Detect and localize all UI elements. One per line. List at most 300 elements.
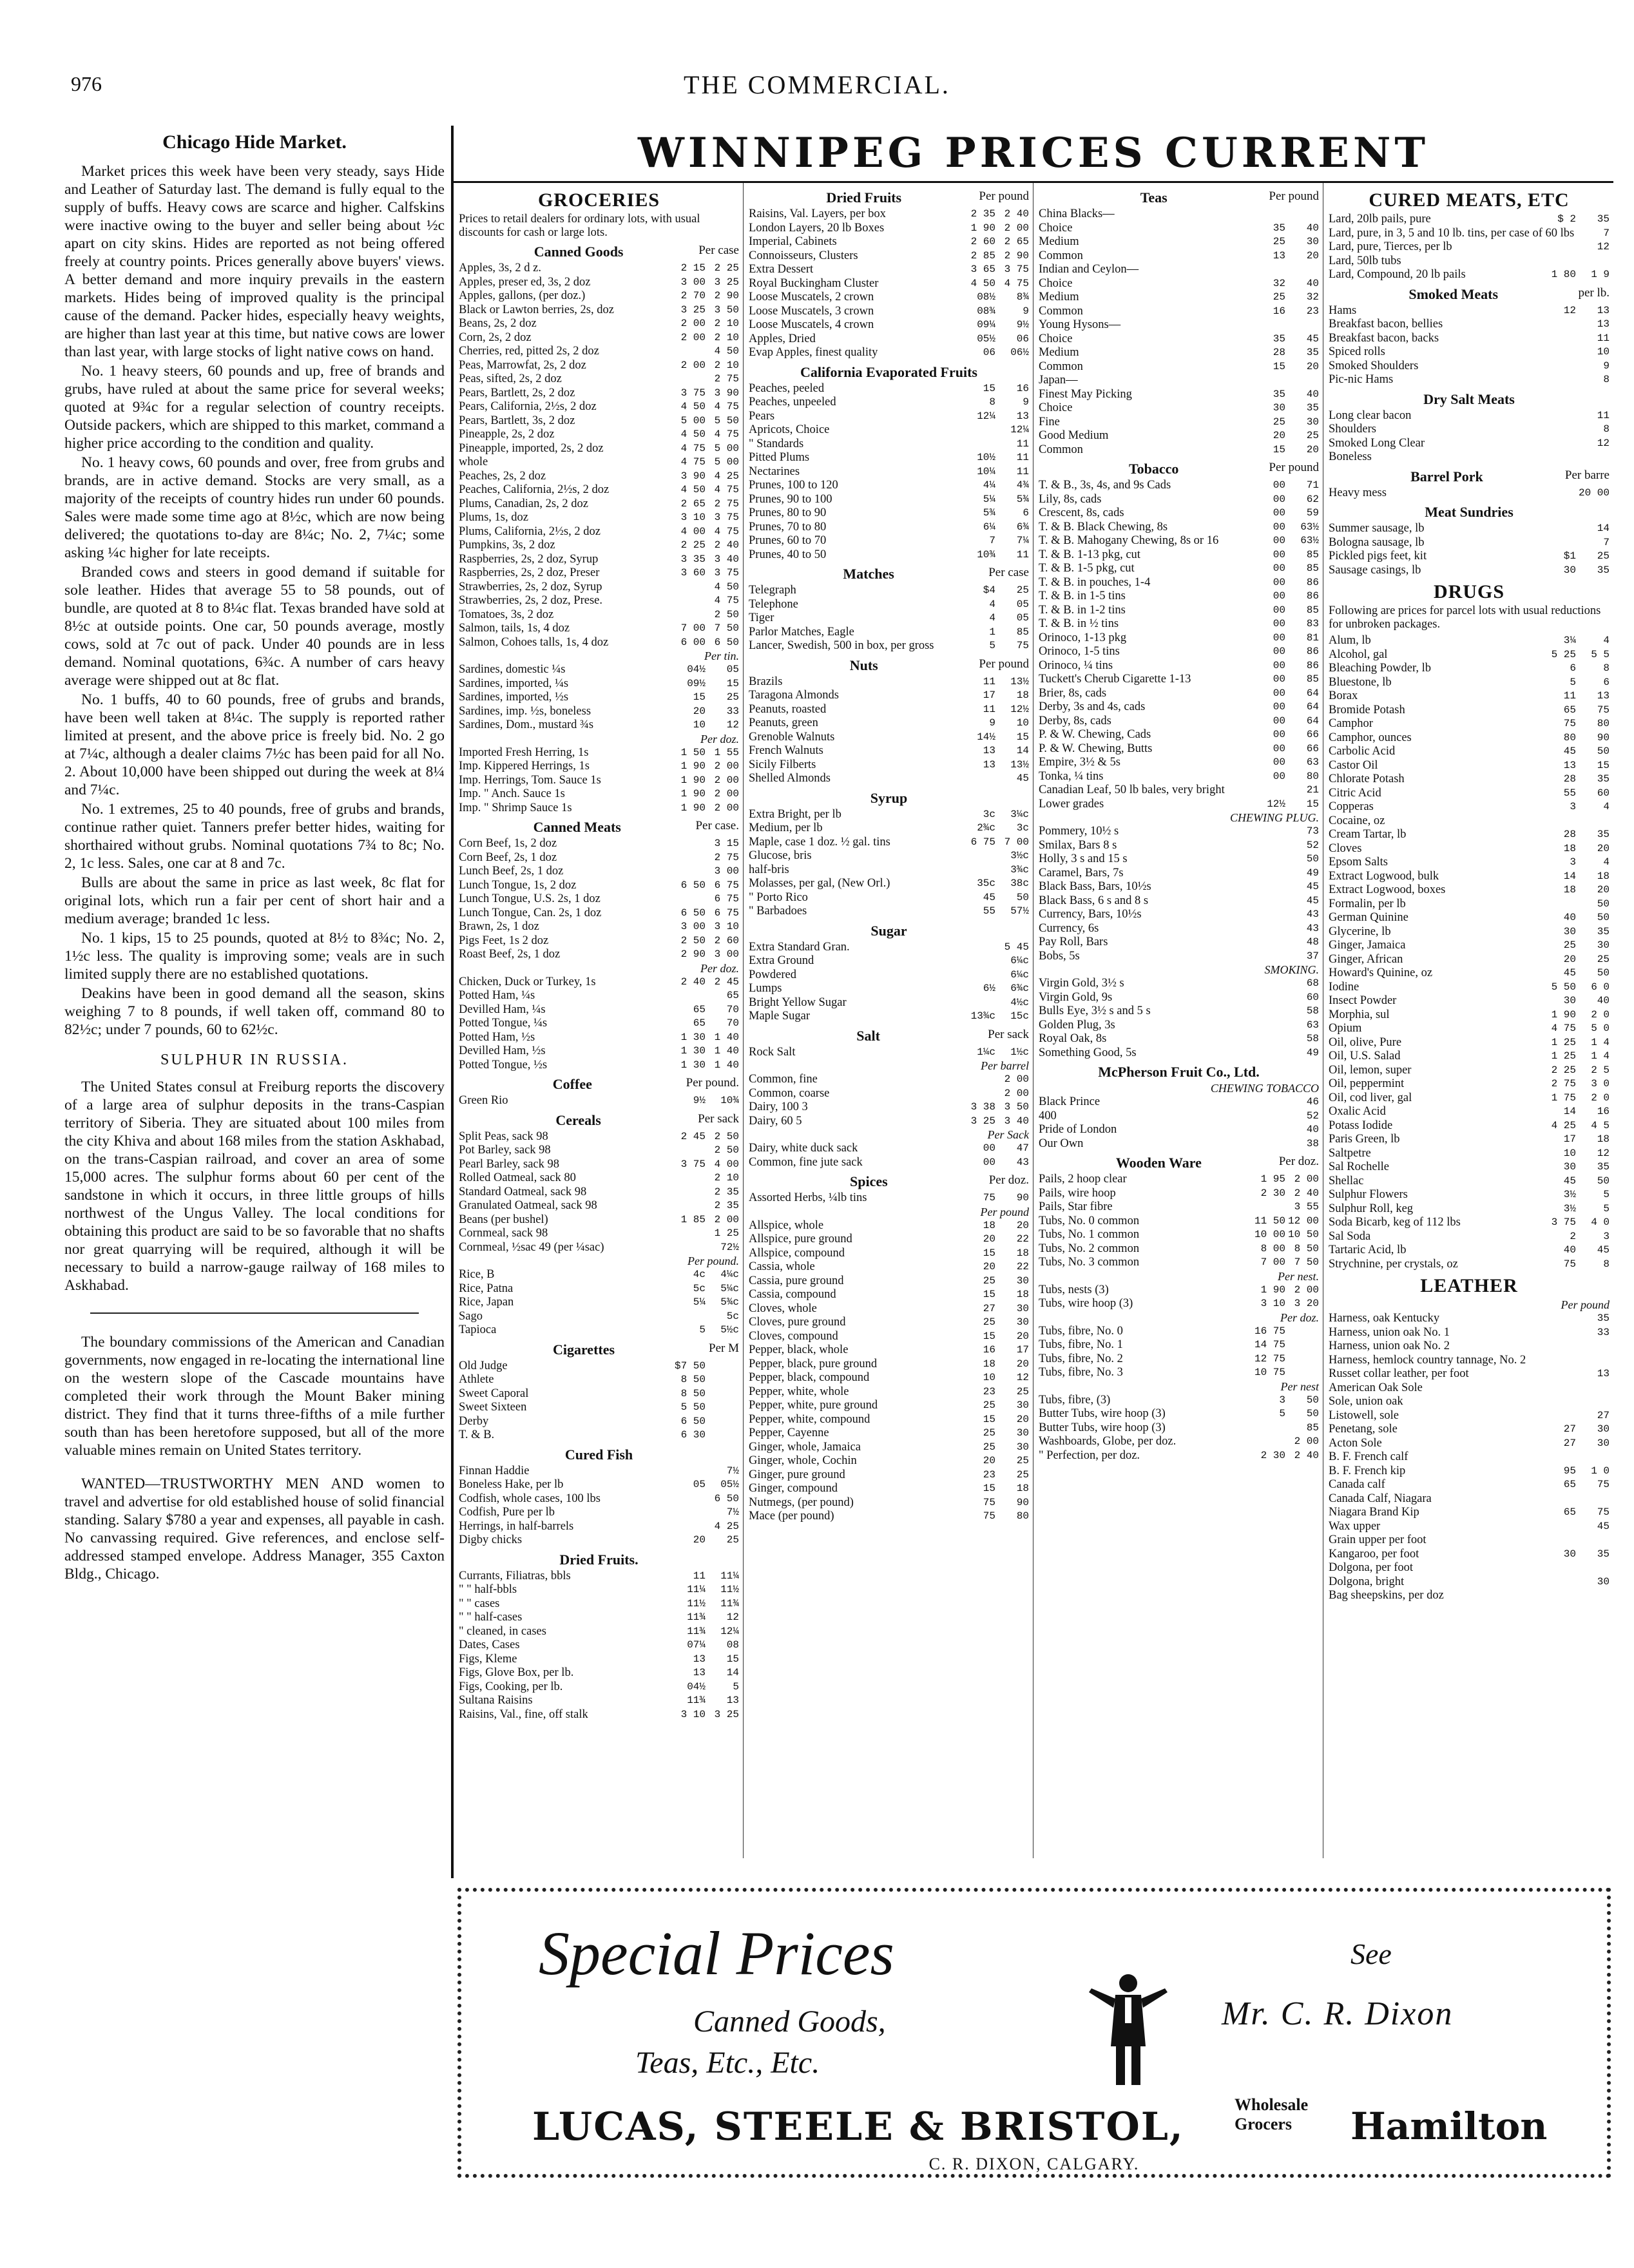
item-name: Listowell, sole	[1329, 1408, 1399, 1422]
section-note: Following are prices for parcel lots with usual reductions for unbroken packages.	[1329, 604, 1601, 631]
price-row	[1329, 437, 1610, 451]
price-row	[1039, 222, 1319, 236]
price-low: 1 30	[680, 1045, 706, 1057]
price-low: 2 30	[1260, 1449, 1285, 1461]
price-high: 3 90	[714, 387, 739, 399]
item-name: Pineapple, imported, 2s, 2 doz	[459, 441, 604, 455]
item-name: Cassia, pure ground	[749, 1274, 844, 1287]
price-high: 50	[1306, 853, 1319, 865]
item-name: Smilax, Bars 8 s	[1039, 838, 1117, 852]
price-low: 3½	[1563, 1189, 1576, 1200]
item-name: Grain upper per foot	[1329, 1533, 1427, 1546]
item-name: Corn Beef, 2s, 1 doz	[459, 850, 557, 864]
item-name: Lard, Compound, 20 lb pails	[1329, 268, 1466, 281]
price-low: 3 35	[680, 553, 706, 565]
price-row	[1329, 981, 1610, 995]
price-row	[459, 746, 739, 760]
price-low: 75	[983, 1510, 995, 1522]
section-heading	[749, 1173, 1029, 1190]
price-low: 2 40	[680, 975, 706, 988]
price-row	[459, 442, 739, 456]
page-header	[0, 0, 1634, 110]
ad-grocers: Grocers	[1235, 2115, 1293, 2133]
price-high: 20	[1016, 1219, 1029, 1231]
item-name: Cornmeal, ½sac 49 (per ¼sac)	[459, 1240, 604, 1254]
hide-market-article	[64, 162, 445, 1039]
item-name: Tubs, No. 1 common	[1039, 1228, 1140, 1241]
price-row	[1039, 839, 1319, 853]
item-name: Tubs, fibre, No. 2	[1039, 1352, 1123, 1365]
price-row	[749, 305, 1029, 319]
price-high: 58	[1306, 1033, 1319, 1044]
price-row	[749, 1413, 1029, 1427]
price-high: 2 00	[1294, 1436, 1319, 1447]
item-name: Pears	[749, 409, 775, 423]
price-row	[459, 705, 739, 719]
price-row	[459, 1241, 739, 1255]
price-low	[1543, 814, 1576, 829]
price-low	[962, 423, 995, 437]
price-low	[1543, 486, 1576, 501]
price-row	[1039, 346, 1319, 360]
price-row	[749, 1219, 1029, 1233]
item-name: Royal Buckingham Cluster	[749, 276, 879, 290]
price-high: 5c	[726, 1310, 739, 1322]
item-name: Medium, per lb	[749, 822, 823, 834]
price-row	[459, 718, 739, 733]
price-high: 65	[726, 990, 739, 1001]
price-row	[459, 1694, 739, 1708]
price-row	[749, 836, 1029, 850]
price-low: 2 45	[680, 1130, 706, 1142]
item-name: Common, fine	[749, 1073, 818, 1086]
item-name: American Oak Sole	[1329, 1381, 1423, 1394]
item-name: Sardines, imp. ½s, boneless	[459, 704, 591, 718]
price-high: 2 0	[1591, 1091, 1610, 1104]
price-low	[1543, 318, 1576, 332]
price-low: 95	[1563, 1465, 1576, 1477]
price-low: 10 75	[1254, 1367, 1285, 1378]
price-low	[1252, 207, 1285, 222]
item-name: Common	[1039, 443, 1083, 456]
item-name: Salmon, Cohoes talls, 1s, 4 doz	[459, 635, 609, 649]
price-row	[1039, 604, 1319, 618]
price-high: 2 35	[714, 1200, 739, 1211]
price-row	[749, 1087, 1029, 1101]
price-row	[1039, 1366, 1319, 1380]
price-low	[672, 1241, 706, 1255]
price-low: 6 30	[680, 1429, 706, 1441]
price-low: 2 75	[1551, 1078, 1576, 1090]
price-row	[749, 758, 1029, 773]
item-name: Smoked Long Clear	[1329, 436, 1425, 450]
price-low: 4 75	[680, 456, 706, 468]
price-low: 12½	[1267, 798, 1285, 810]
price-high	[1576, 1450, 1610, 1465]
price-low: 16	[1273, 305, 1285, 317]
price-high: 8 50	[1294, 1242, 1319, 1254]
price-low: 2 15	[680, 262, 706, 274]
price-low: 06	[983, 347, 995, 358]
item-name: Rolled Oatmeal, sack 80	[459, 1171, 576, 1184]
price-row	[1329, 634, 1610, 648]
price-high: 5½c	[720, 1324, 739, 1336]
price-high: 49	[1306, 867, 1319, 879]
item-name: Loose Muscatels, 4 crown	[749, 318, 874, 331]
section-heading	[459, 1112, 739, 1129]
price-row	[1039, 263, 1319, 277]
price-high: 05	[1016, 612, 1029, 624]
price-high: 8¾	[1016, 291, 1029, 303]
price-high: 11	[1597, 409, 1610, 421]
price-low: 65	[693, 1017, 706, 1029]
price-low: 25	[983, 1399, 995, 1411]
price-low	[1252, 1123, 1285, 1137]
price-high: 35	[1597, 564, 1610, 576]
price-low	[1543, 522, 1576, 536]
item-name: T. & B., 3s, 4s, and 9s Cads	[1039, 479, 1171, 492]
section-title: GROCERIES	[537, 189, 660, 211]
unit-label: Per pound	[1561, 1298, 1610, 1311]
price-row	[1039, 825, 1319, 839]
price-row	[459, 787, 739, 802]
price-low	[1574, 227, 1591, 241]
price-low	[1543, 1492, 1576, 1506]
price-low	[962, 849, 995, 863]
price-row	[1329, 240, 1610, 255]
price-high: 90	[1597, 731, 1610, 744]
item-name: Rice, B	[459, 1268, 495, 1281]
section-heading	[749, 790, 1029, 807]
price-high: 3	[1603, 1230, 1610, 1242]
price-high: 38	[1306, 1137, 1319, 1149]
price-high: 4 75	[714, 595, 739, 606]
price-row	[1039, 631, 1319, 646]
price-row	[459, 387, 739, 401]
price-low: 3 25	[970, 1115, 995, 1127]
price-high: 4 50	[714, 581, 739, 593]
price-high: 35	[1597, 213, 1610, 225]
price-high: 2 00	[714, 760, 739, 772]
price-row	[1329, 360, 1610, 374]
price-high: 15	[1306, 798, 1319, 810]
price-low: 16	[983, 1344, 995, 1356]
price-high: 83	[1306, 618, 1319, 629]
price-row	[459, 1268, 739, 1282]
price-low: 75	[1563, 1258, 1576, 1270]
price-high	[1576, 1395, 1610, 1409]
price-high: 5¾	[1016, 493, 1029, 505]
item-name: Cherries, red, pitted 2s, 2 doz	[459, 345, 599, 358]
price-low	[1543, 1312, 1576, 1326]
price-high: 80	[1016, 1510, 1029, 1522]
price-high: 1 55	[714, 746, 739, 758]
price-row	[1329, 1354, 1610, 1368]
item-name: Virgin Gold, 3½ s	[1039, 977, 1124, 990]
price-low	[1252, 825, 1285, 839]
price-low: 11¾	[687, 1625, 706, 1637]
price-row	[459, 1639, 739, 1653]
price-low: 3 00	[680, 276, 706, 288]
price-low: 25	[983, 1316, 995, 1328]
item-name: T. & B.	[459, 1428, 495, 1441]
price-row	[749, 675, 1029, 689]
price-high: 2 00	[714, 1213, 739, 1225]
price-high: 25	[726, 1534, 739, 1546]
price-row	[459, 1323, 739, 1338]
price-row	[1039, 852, 1319, 867]
item-name: Split Peas, sack 98	[459, 1129, 548, 1143]
price-high: 85	[1306, 673, 1319, 685]
price-high: 17	[1016, 1344, 1029, 1356]
unit-label: Per pound.	[686, 1076, 739, 1090]
section-heading-label: Spices	[850, 1173, 888, 1189]
unit-label: Per case	[988, 566, 1029, 579]
price-high: 6¼c	[1010, 968, 1029, 981]
section-heading	[1329, 468, 1610, 485]
item-name: Pears, California, 2½s, 2 doz	[459, 400, 597, 413]
price-row	[1039, 1435, 1319, 1449]
price-row	[1329, 1478, 1610, 1492]
price-row	[1039, 687, 1319, 701]
item-name: Tartaric Acid, lb	[1329, 1244, 1407, 1256]
price-row	[749, 716, 1029, 731]
item-name: P. & W. Chewing, Cads	[1039, 728, 1151, 741]
item-name: Tuckett's Cherub Cigarette 1-13	[1039, 673, 1191, 686]
price-low: 4 75	[1551, 1023, 1576, 1034]
item-name: T. & B. in pouches, 1-4	[1039, 575, 1151, 589]
item-name: Spiced rolls	[1329, 345, 1385, 358]
price-low: 1 30	[680, 1031, 706, 1043]
item-name: Raspberries, 2s, 2 doz, Preser	[459, 566, 600, 579]
price-high: 5 5	[1591, 648, 1610, 660]
price-row	[1039, 936, 1319, 950]
section-heading	[749, 923, 1029, 939]
price-low: 5	[699, 1324, 706, 1336]
price-high: 64	[1306, 715, 1319, 727]
item-name: T. & B. in ½ tins	[1039, 617, 1119, 630]
item-name: Butter Tubs, wire hoop (3)	[1039, 1407, 1166, 1420]
item-name: Connoisseurs, Clusters	[749, 249, 858, 262]
item-name: Ginger, African	[1329, 952, 1403, 966]
price-low: 00	[1273, 548, 1285, 561]
price-high: 20	[1597, 842, 1610, 854]
price-row	[459, 539, 739, 553]
price-high: 45	[1306, 332, 1319, 345]
price-high: 13½	[1010, 675, 1029, 687]
price-low: 11 50	[1254, 1215, 1285, 1227]
price-high: 62	[1306, 493, 1319, 505]
price-row	[459, 470, 739, 484]
price-low: 00	[1273, 659, 1285, 671]
unit-label: CHEWING PLUG.	[1230, 811, 1319, 824]
price-low: 1 25	[1551, 1050, 1576, 1062]
price-row	[1039, 1407, 1319, 1421]
item-name: T. & B. 1-13 pkg, cut	[1039, 548, 1140, 561]
price-high: 25	[1016, 1385, 1029, 1398]
item-name: Lancer, Swedish, 500 in box, per gross	[749, 639, 934, 652]
item-name: Common, fine jute sack	[749, 1155, 863, 1169]
price-row	[1329, 842, 1610, 856]
item-name: Tubs, fibre, No. 1	[1039, 1338, 1123, 1351]
price-row	[749, 1468, 1029, 1483]
price-row	[749, 1191, 1029, 1206]
item-name: Figs, Cooking, per lb.	[459, 1680, 563, 1693]
price-row	[1329, 689, 1610, 704]
price-row	[1329, 536, 1610, 550]
price-low: 11¼	[687, 1584, 706, 1595]
price-row	[749, 291, 1029, 305]
price-row	[749, 626, 1029, 640]
price-high: 1½c	[1010, 1046, 1029, 1058]
price-row	[749, 451, 1029, 465]
price-high: 4¼c	[720, 1269, 739, 1280]
price-low	[962, 863, 995, 878]
price-row	[1329, 717, 1610, 731]
item-name: Ginger, pure ground	[749, 1468, 845, 1481]
price-row	[459, 802, 739, 816]
price-high: 52	[1306, 839, 1319, 851]
item-name: Tapioca	[459, 1323, 497, 1336]
item-name: Oil, U.S. Salad	[1329, 1050, 1401, 1062]
item-name: Common, coarse	[749, 1086, 830, 1100]
section-heading-label: Coffee	[552, 1076, 592, 1092]
price-high: 3 75	[714, 567, 739, 579]
price-high: 86	[1306, 590, 1319, 602]
price-high: 11	[1016, 437, 1029, 450]
price-row	[459, 1227, 739, 1241]
price-low: 11	[983, 703, 995, 715]
item-name: Empire, 3½ & 5s	[1039, 756, 1120, 769]
price-low: 10¾	[977, 548, 995, 561]
price-high: 86	[1306, 646, 1319, 657]
item-name: Golden Plug, 3s	[1039, 1018, 1115, 1032]
price-low	[1252, 1200, 1285, 1215]
item-name: Copperas	[1329, 800, 1374, 813]
item-name: Corn, 2s, 2 doz	[459, 331, 532, 344]
price-high: 2 40	[1294, 1187, 1319, 1199]
item-name: Imperial, Cabinets	[749, 235, 837, 248]
price-low: 28	[1273, 347, 1285, 358]
price-high: 7	[1603, 536, 1610, 548]
item-name: Holly, 3 s and 15 s	[1039, 852, 1128, 865]
price-row	[1039, 867, 1319, 881]
item-name: T. & B. Mahogany Chewing, 8s or 16	[1039, 534, 1219, 547]
article-paragraph: Bulls are about the same in price as last week, 8c flat for original lots, which run a fair per cent of short hair and a medium average; branded 1c less.	[64, 874, 445, 927]
price-row	[1329, 1050, 1610, 1064]
item-name: Orinoco, ¼ tins	[1039, 658, 1113, 672]
price-high: 63½	[1300, 521, 1319, 533]
price-row	[1329, 1465, 1610, 1479]
price-low: 1 50	[680, 746, 706, 758]
item-name: " Barbadoes	[749, 905, 807, 918]
price-low	[672, 594, 706, 608]
price-low: 1	[989, 626, 995, 638]
price-low: 25	[1273, 236, 1285, 247]
price-low: 6 00	[680, 636, 706, 648]
item-name: Chicken, Duck or Turkey, 1s	[459, 975, 596, 988]
price-row	[1039, 1032, 1319, 1046]
price-row	[1329, 255, 1610, 269]
price-row	[1329, 911, 1610, 925]
item-name: T. & B. in 1-2 tins	[1039, 603, 1126, 617]
price-high: 2 50	[714, 1144, 739, 1156]
price-row	[1039, 207, 1319, 222]
section-heading-label: Nuts	[849, 657, 878, 673]
price-row	[749, 744, 1029, 758]
price-low: 1 90	[680, 760, 706, 772]
price-low: 20	[693, 1534, 706, 1546]
price-low	[1252, 1137, 1285, 1151]
price-high: 45	[1597, 1244, 1610, 1256]
divider	[90, 1312, 419, 1314]
price-low: $ 2	[1557, 213, 1576, 225]
item-name: " " half-cases	[459, 1611, 523, 1624]
item-name: Pic-nic Hams	[1329, 373, 1394, 386]
price-high: 22	[1016, 1261, 1029, 1273]
price-high: 38c	[1010, 878, 1029, 889]
price-high: 05	[1016, 598, 1029, 610]
price-low: 15	[983, 1289, 995, 1300]
unit-label: SMOKING.	[1264, 963, 1319, 976]
price-low: 5	[1570, 676, 1576, 688]
item-name: Pepper, black, whole	[749, 1343, 849, 1356]
price-low: 3 00	[680, 921, 706, 932]
price-row	[1039, 1325, 1319, 1339]
item-name: Molasses, per gal, (New Orl.)	[749, 877, 890, 890]
price-row	[1329, 1188, 1610, 1202]
price-low: 11½	[687, 1597, 706, 1610]
price-low: 27	[1563, 1437, 1576, 1449]
price-low: 1¼c	[977, 1046, 995, 1058]
price-row	[1039, 756, 1319, 770]
price-low: 5	[989, 640, 995, 651]
price-high: 5¾c	[720, 1296, 739, 1308]
section-heading	[749, 566, 1029, 582]
ad-agent: C. R. DIXON, CALGARY.	[928, 2155, 1140, 2173]
price-high: 5	[1603, 1189, 1610, 1200]
item-name: Cream Tartar, lb	[1329, 828, 1407, 841]
price-high: 8	[1603, 374, 1610, 385]
unit-label: Per case	[698, 244, 739, 257]
price-row	[459, 1059, 739, 1073]
price-high: 6¾c	[1010, 983, 1029, 994]
price-low	[1252, 1004, 1285, 1019]
price-row	[1039, 1004, 1319, 1019]
item-name: Sweet Caporal	[459, 1387, 529, 1400]
item-name: Young Hysons—	[1039, 318, 1121, 331]
price-high: 3 00	[714, 948, 739, 960]
price-low	[1252, 880, 1285, 894]
price-row	[1329, 1230, 1610, 1244]
unit-label: Per nest.	[1278, 1269, 1319, 1283]
price-high: 85	[1306, 1421, 1319, 1434]
price-low	[1252, 839, 1285, 853]
section-heading	[749, 657, 1029, 674]
unit-label: Per doz.	[988, 1173, 1029, 1187]
price-high	[1285, 1366, 1319, 1380]
price-high: 7 00	[1004, 836, 1029, 848]
price-high	[1576, 814, 1610, 829]
price-row	[1329, 1548, 1610, 1562]
price-low: 30	[1563, 995, 1576, 1006]
price-high: 6 75	[714, 879, 739, 891]
price-high: 3c	[1016, 822, 1029, 834]
price-high: 50	[1597, 898, 1610, 910]
item-name: whole	[459, 456, 488, 468]
price-row	[1039, 617, 1319, 631]
section-heading-label: Canned Meats	[533, 819, 621, 835]
